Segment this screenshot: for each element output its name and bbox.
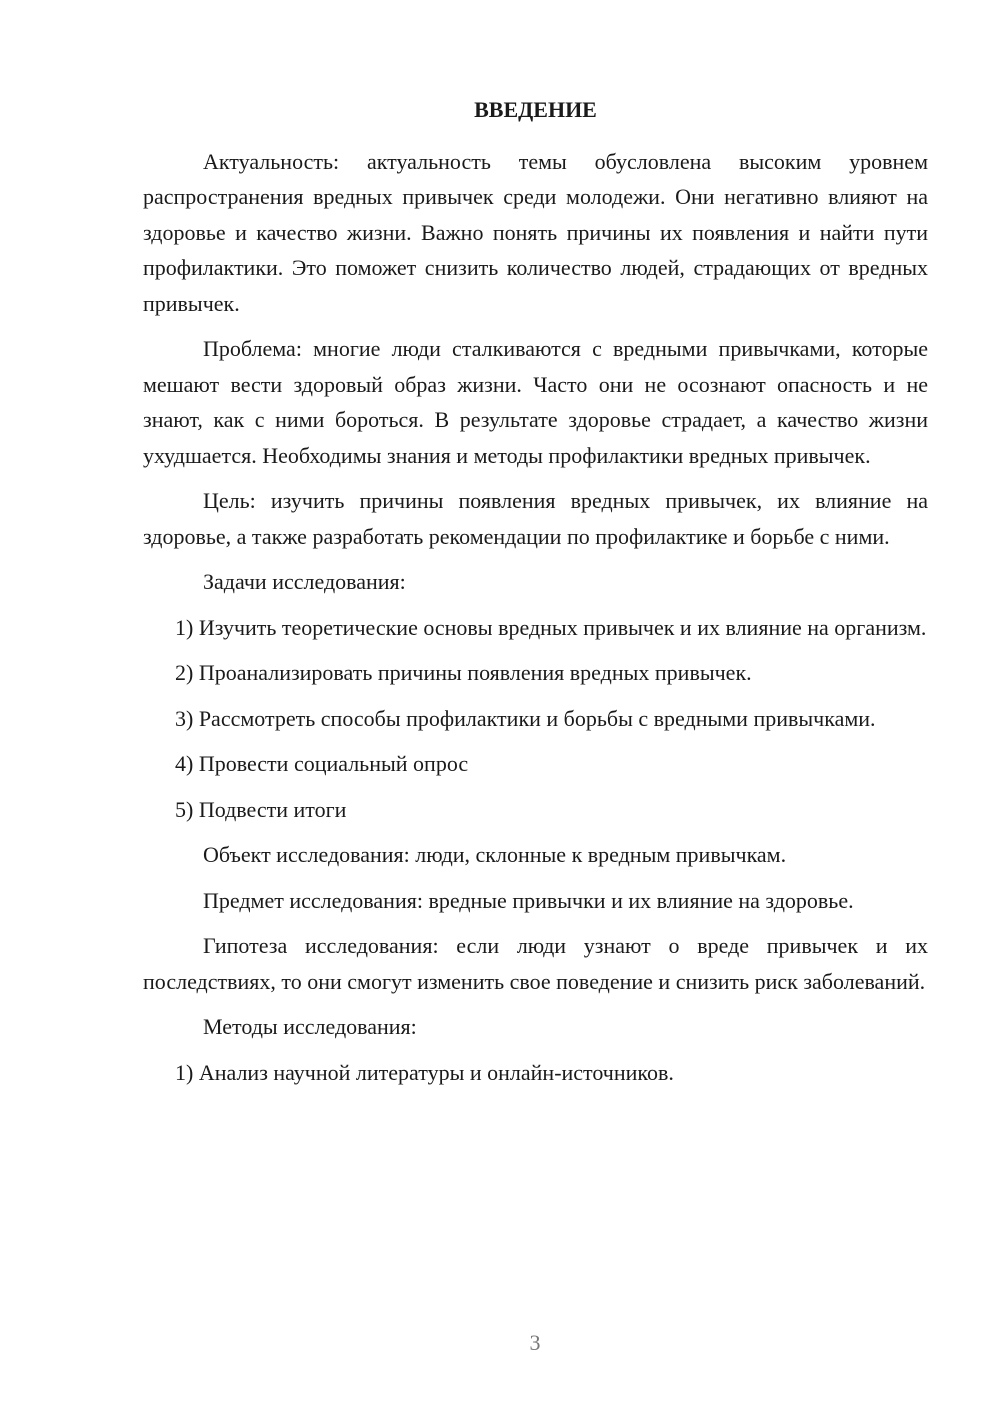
task-item-2: 2) Проанализировать причины появления вредных привычек. [175, 660, 752, 685]
section-title: ВВЕДЕНИЕ [474, 97, 597, 122]
tasks-heading: Задачи исследования: [203, 569, 406, 594]
object-paragraph: Объект исследования: люди, склонные к вредным привычкам. [203, 842, 787, 867]
goal-paragraph: Цель: изучить причины появления вредных привычек, их влияние на здоровье, а также разработать рекомендации по профилактике и борьбе с ними. [143, 488, 928, 549]
relevance-paragraph: Актуальность: актуальность темы обусловлена высоким уровнем распространения вредных привычек среди молодежи. Они негативно влияют на здоровье и качество жизни. Важно понять причины их появления и найти пути профилактики. Это поможет снизить количество людей, страдающих от вредных привычек. [143, 148, 928, 316]
task-item-1: 1) Изучить теоретические основы вредных привычек и их влияние на организм. [175, 614, 927, 640]
task-item-4: 4) Провести социальный опрос [175, 751, 469, 776]
subject-paragraph: Предмет исследования: вредные привычки и их влияние на здоровье. [203, 887, 854, 913]
methods-heading: Методы исследования: [203, 1014, 417, 1039]
document-page [143, 92, 928, 1100]
method-item-1: 1) Анализ научной литературы и онлайн-источников. [175, 1059, 674, 1085]
hypothesis-paragraph: Гипотеза исследования: если люди узнают о вреде привычек и их последствиях, то они смогут изменить свое поведение и снизить риск заболеваний. [143, 933, 928, 994]
page-number: 3 [529, 1330, 541, 1355]
problem-paragraph: Проблема: многие люди сталкиваются с вредными привычками, которые мешают вести здоровый образ жизни. Часто они не осознают опасность и не знают, как с ними бороться. В результате здоровье страдает, а качество жизни ухудшается. Необходимы знания и методы профилактики вредных привычек. [143, 336, 928, 468]
task-item-3: 3) Рассмотреть способы профилактики и борьбы с вредными привычками. [175, 705, 876, 731]
task-item-5: 5) Подвести итоги [175, 796, 347, 822]
